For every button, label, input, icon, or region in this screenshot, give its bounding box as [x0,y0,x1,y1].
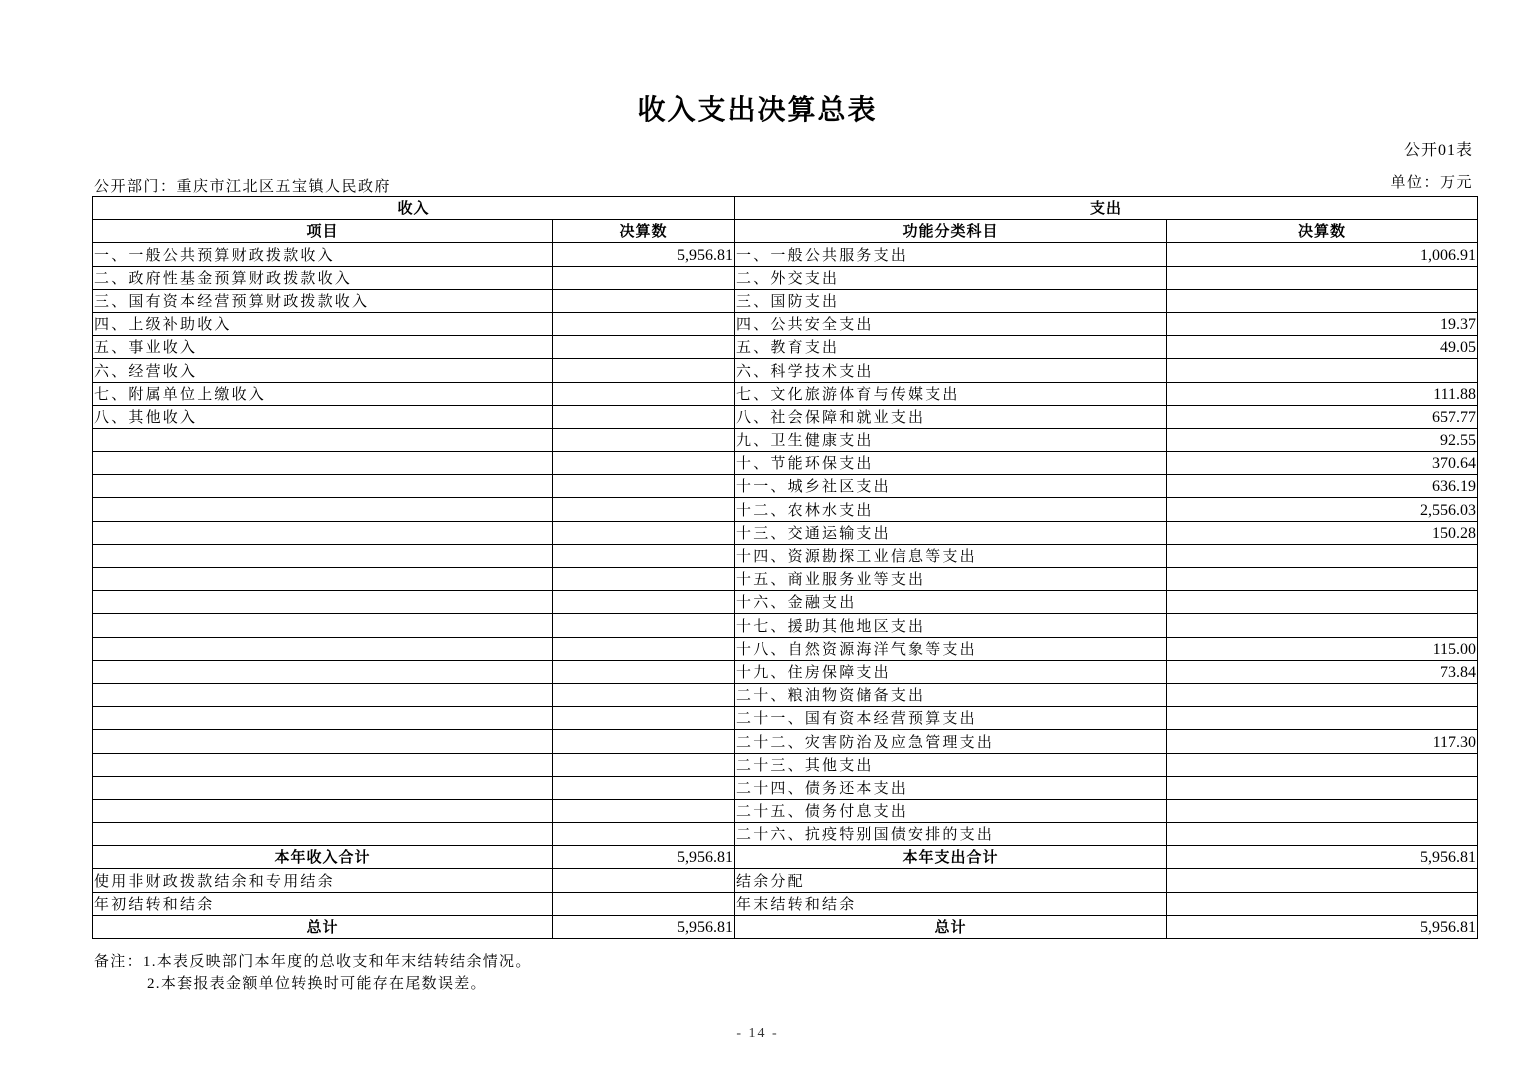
income-item-cell: 八、其他收入 [93,405,553,428]
expense-item-cell: 十六、金融支出 [735,591,1167,614]
income-item-cell: 使用非财政拨款结余和专用结余 [93,869,553,892]
table-row [93,707,1478,730]
expense-amount-cell: 657.77 [1167,405,1478,428]
expense-amount-cell: 92.55 [1167,428,1478,451]
expense-total-amount: 5,956.81 [1167,915,1478,938]
form-number: 公开01表 [1403,142,1473,159]
income-amount-cell [553,405,735,428]
table-row [93,243,1478,266]
expense-amount-cell: 115.00 [1167,637,1478,660]
expense-item-cell: 二十二、灾害防治及应急管理支出 [735,730,1167,753]
expense-item-cell: 十二、农林水支出 [735,498,1167,521]
income-item-cell: 六、经营收入 [93,359,553,382]
income-item-cell [93,428,553,451]
expense-subtotal-amount: 5,956.81 [1167,846,1478,869]
table-row [93,382,1478,405]
expense-item-cell: 十、节能环保支出 [735,452,1167,475]
expense-amount-cell: 2,556.03 [1167,498,1478,521]
income-amount-cell [553,452,735,475]
income-item-cell [93,568,553,591]
expense-item-cell: 六、科学技术支出 [735,359,1167,382]
income-amount-cell [553,823,735,846]
carryover-row [93,869,1478,892]
income-item-cell [93,591,553,614]
expense-item-cell: 四、公共安全支出 [735,312,1167,335]
expense-amount-cell [1167,568,1478,591]
income-amount-cell [553,799,735,822]
table-row [93,660,1478,683]
income-item-cell [93,452,553,475]
expense-item-cell: 十八、自然资源海洋气象等支出 [735,637,1167,660]
table-row [93,823,1478,846]
expense-item-cell: 十三、交通运输支出 [735,521,1167,544]
expense-amount-cell [1167,591,1478,614]
table-row [93,776,1478,799]
table-row [93,336,1478,359]
total-row [93,915,1478,938]
note-1: 备注：1.本表反映部门本年度的总收支和年末结转结余情况。 [94,954,532,970]
income-amount-cell [553,498,735,521]
expense-amount-cell [1167,823,1478,846]
income-amount-header: 决算数 [553,220,735,243]
table-row [93,591,1478,614]
expense-item-cell: 结余分配 [735,869,1167,892]
expense-item-cell: 七、文化旅游体育与传媒支出 [735,382,1167,405]
expense-item-cell: 二十五、债务付息支出 [735,799,1167,822]
income-amount-cell [553,591,735,614]
table-row [93,544,1478,567]
income-amount-cell [553,614,735,637]
expense-amount-cell [1167,359,1478,382]
expense-item-cell: 二十三、其他支出 [735,753,1167,776]
income-amount-cell [553,568,735,591]
expense-amount-cell: 117.30 [1167,730,1478,753]
income-amount-cell [553,683,735,706]
table-row [93,568,1478,591]
expense-amount-cell [1167,799,1478,822]
expense-item-cell: 十九、住房保障支出 [735,660,1167,683]
income-item-cell [93,521,553,544]
expense-amount-cell: 111.88 [1167,382,1478,405]
expense-item-cell: 二十四、债务还本支出 [735,776,1167,799]
income-item-cell [93,614,553,637]
table-row [93,637,1478,660]
expense-item-cell: 十五、商业服务业等支出 [735,568,1167,591]
income-item-cell [93,475,553,498]
income-group-header: 收入 [93,197,735,220]
table-row [93,521,1478,544]
income-amount-cell [553,892,735,915]
income-amount-cell [553,428,735,451]
income-amount-cell [553,753,735,776]
expense-amount-cell [1167,614,1478,637]
income-subtotal-label: 本年收入合计 [93,846,553,869]
table-row [93,683,1478,706]
income-amount-cell [553,544,735,567]
expense-amount-cell [1167,776,1478,799]
income-item-cell: 四、上级补助收入 [93,312,553,335]
expense-item-cell: 二十、粮油物资储备支出 [735,683,1167,706]
subtotal-row [93,846,1478,869]
expense-item-cell: 二、外交支出 [735,266,1167,289]
income-amount-cell [553,869,735,892]
table-row [93,753,1478,776]
expense-item-cell: 二十一、国有资本经营预算支出 [735,707,1167,730]
page-title: 收入支出决算总表 [637,93,878,126]
table-row [93,799,1478,822]
expense-amount-cell [1167,289,1478,312]
table-row [93,498,1478,521]
income-subtotal-amount: 5,956.81 [553,846,735,869]
expense-amount-cell [1167,544,1478,567]
income-item-cell [93,660,553,683]
table-row [93,266,1478,289]
expense-amount-cell [1167,753,1478,776]
table-row [93,614,1478,637]
income-item-cell: 五、事业收入 [93,336,553,359]
income-amount-cell [553,660,735,683]
table-row [93,730,1478,753]
income-item-cell [93,776,553,799]
income-item-cell: 一、一般公共预算财政拨款收入 [93,243,553,266]
expense-item-cell: 八、社会保障和就业支出 [735,405,1167,428]
expense-amount-cell: 1,006.91 [1167,243,1478,266]
table-row [93,359,1478,382]
table-row [93,428,1478,451]
income-amount-cell [553,707,735,730]
expense-item-header: 功能分类科目 [735,220,1167,243]
income-total-label: 总计 [93,915,553,938]
expense-item-cell: 一、一般公共服务支出 [735,243,1167,266]
expense-item-cell: 十七、援助其他地区支出 [735,614,1167,637]
income-item-cell: 年初结转和结余 [93,892,553,915]
income-amount-cell [553,359,735,382]
income-amount-cell: 5,956.81 [553,243,735,266]
income-item-cell [93,707,553,730]
income-amount-cell [553,776,735,799]
income-item-cell [93,637,553,660]
expense-item-cell: 五、教育支出 [735,336,1167,359]
income-item-cell: 二、政府性基金预算财政拨款收入 [93,266,553,289]
expense-amount-cell: 73.84 [1167,660,1478,683]
income-expense-table [92,196,1478,939]
carryover-row [93,892,1478,915]
expense-amount-cell [1167,266,1478,289]
income-item-cell [93,823,553,846]
income-item-cell [93,498,553,521]
expense-item-cell: 十四、资源勘探工业信息等支出 [735,544,1167,567]
expense-item-cell: 三、国防支出 [735,289,1167,312]
income-amount-cell [553,475,735,498]
page-number: - 14 - [736,1026,779,1041]
income-item-cell [93,730,553,753]
expense-subtotal-label: 本年支出合计 [735,846,1167,869]
table-row [93,312,1478,335]
expense-amount-cell: 150.28 [1167,521,1478,544]
income-amount-cell [553,266,735,289]
expense-amount-cell [1167,683,1478,706]
income-amount-cell [553,521,735,544]
expense-item-cell: 十一、城乡社区支出 [735,475,1167,498]
income-item-cell [93,753,553,776]
income-item-cell: 三、国有资本经营预算财政拨款收入 [93,289,553,312]
income-amount-cell [553,382,735,405]
expense-amount-header: 决算数 [1167,220,1478,243]
table-row [93,289,1478,312]
table-body [93,197,1478,939]
note-2: 2.本套报表金额单位转换时可能存在尾数误差。 [147,976,487,992]
expense-item-cell: 年末结转和结余 [735,892,1167,915]
expense-amount-cell: 370.64 [1167,452,1478,475]
income-amount-cell [553,637,735,660]
income-amount-cell [553,312,735,335]
table-row [93,405,1478,428]
income-item-cell [93,683,553,706]
expense-amount-cell [1167,869,1478,892]
expense-amount-cell [1167,707,1478,730]
income-item-cell [93,544,553,567]
expense-amount-cell: 636.19 [1167,475,1478,498]
income-item-cell [93,799,553,822]
expense-item-cell: 二十六、抗疫特别国债安排的支出 [735,823,1167,846]
income-item-cell: 七、附属单位上缴收入 [93,382,553,405]
income-total-amount: 5,956.81 [553,915,735,938]
income-item-header: 项目 [93,220,553,243]
table-row [93,452,1478,475]
table-row [93,475,1478,498]
expense-amount-cell: 19.37 [1167,312,1478,335]
expense-item-cell: 九、卫生健康支出 [735,428,1167,451]
department-label: 公开部门：重庆市江北区五宝镇人民政府 [94,179,392,195]
expense-group-header: 支出 [735,197,1478,220]
income-amount-cell [553,730,735,753]
income-amount-cell [553,336,735,359]
income-amount-cell [553,289,735,312]
expense-total-label: 总计 [735,915,1167,938]
expense-amount-cell [1167,892,1478,915]
expense-amount-cell: 49.05 [1167,336,1478,359]
unit-label: 单位：万元 [1390,175,1473,191]
header-row-group [93,197,1478,220]
header-row-columns [93,220,1478,243]
